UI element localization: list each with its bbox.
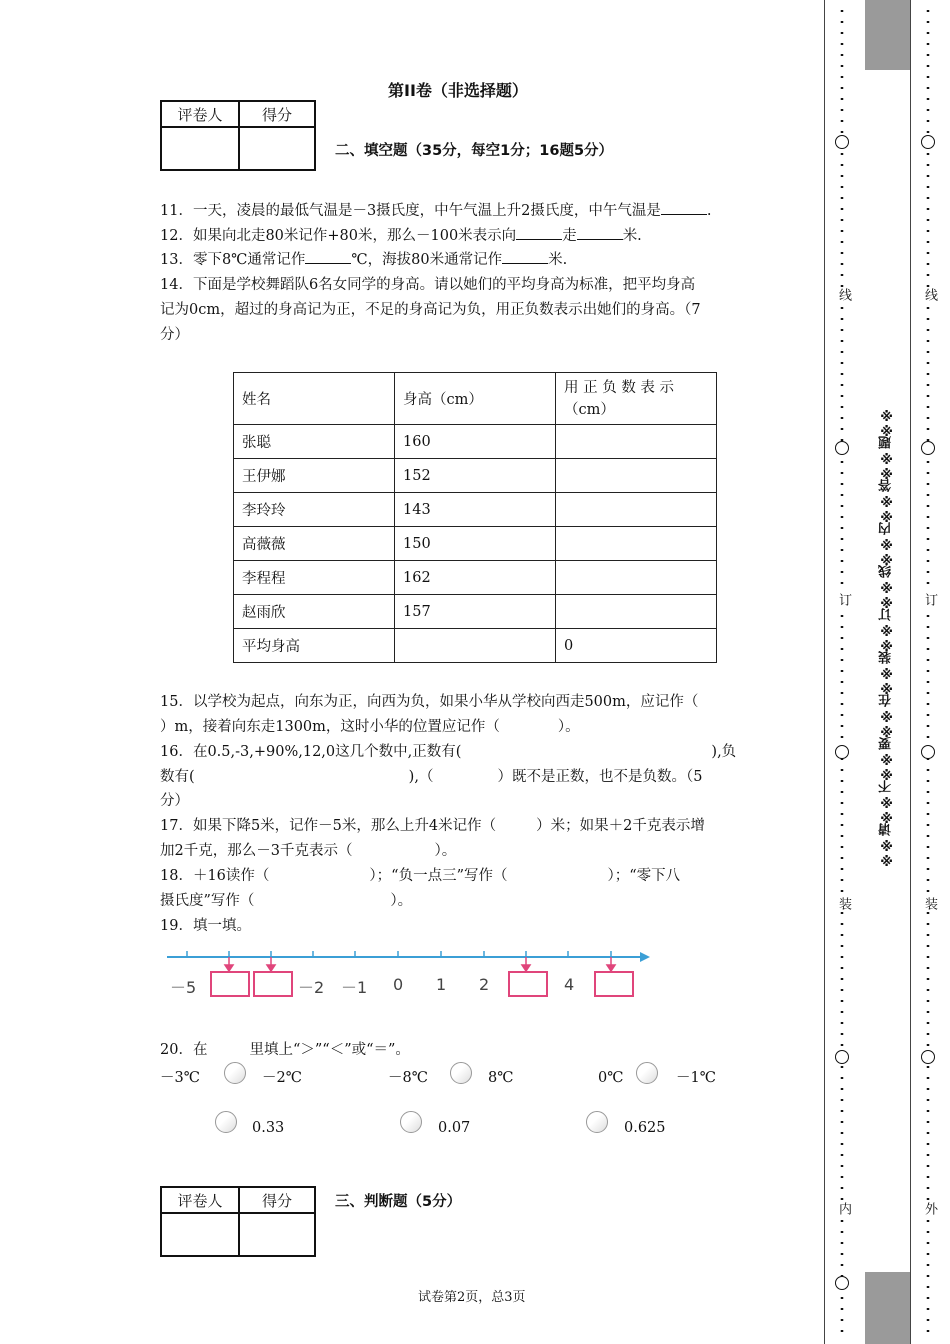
score-cell [239,127,315,170]
cell-name: 李程程 [234,561,395,595]
question-16-line2 [160,765,702,789]
tick-label: －5 [170,978,197,997]
q18-text: ）；“负一点三”写作（ [369,868,508,884]
compare-circle[interactable] [586,1111,608,1133]
compare-circle[interactable] [400,1111,422,1133]
q20-text: 20．在 [160,1042,208,1058]
cell-signed[interactable] [556,561,717,595]
cell-signed[interactable] [556,595,717,629]
cell-name: 赵雨欣 [234,595,395,629]
table-row [234,527,717,561]
question-16-line3: 分） [160,793,189,809]
question-18-line2 [160,889,412,913]
gray-block [865,1272,910,1344]
tick-label: 0 [393,975,404,994]
question-18-line1 [160,864,680,888]
q11-end: . [706,203,712,219]
binding-label-outside: 外 [922,1202,937,1215]
q17-text: ）米；如果＋2千克表示增 [536,818,705,834]
cell-signed[interactable] [556,527,717,561]
compare-right: －2℃ [262,1070,302,1086]
compare-right: 8℃ [488,1070,514,1086]
score-label: 得分 [239,101,315,127]
q16-text: ),（ [408,769,434,785]
cell-signed: 0 [556,629,717,663]
hole-circle [835,441,849,455]
question-17-line2 [160,839,456,863]
score-label: 得分 [239,1187,315,1213]
q16-text: 16．在0.5,-3,+90%,12,0这几个数中,正数有( [160,744,462,760]
q16-text: ),负 [711,744,737,760]
q17-text: ）。 [434,843,457,859]
tick-label: －1 [341,978,368,997]
cell-height: 157 [395,595,556,629]
dotted-column-inner [830,0,854,1344]
compare-right: 0.07 [438,1120,471,1136]
grader-cell [161,1213,239,1256]
cell-signed[interactable] [556,459,717,493]
page-footer: 试卷第2页，总3页 [418,1290,526,1305]
compare-right: 0.33 [252,1120,285,1136]
score-cell [239,1213,315,1256]
cell-height: 162 [395,561,556,595]
height-table [233,372,717,663]
tick-label: 1 [436,975,447,994]
binding-label-line: 线 [836,288,851,301]
hole-circle [835,135,849,149]
q13-text: 13．零下8℃通常记作 [160,252,306,268]
question-20 [160,1038,410,1062]
answer-blank[interactable] [305,249,351,264]
answer-box[interactable] [253,971,293,997]
header-signed [556,373,717,425]
cell-name: 王伊娜 [234,459,395,493]
cell-height: 152 [395,459,556,493]
answer-box[interactable] [508,971,548,997]
question-15-line1: 15．以学校为起点，向东为正，向西为负，如果小华从学校向西走500m，应记作（ [160,694,699,710]
hole-circle [921,745,935,759]
question-11 [160,199,712,223]
binding-label-inside: 内 [836,1202,851,1215]
q16-text: ）既不是正数，也不是负数。（5 [497,769,703,785]
question-12 [160,224,642,248]
hole-circle [835,745,849,759]
grader-cell [161,127,239,170]
compare-left: 0℃ [598,1070,624,1086]
cell-height: 143 [395,493,556,527]
section-title: 第II卷（非选择题） [388,81,528,100]
binding-line [824,0,825,1344]
compare-left: －3℃ [160,1070,200,1086]
q12-text: 走 [562,228,577,244]
table-row [234,561,717,595]
hole-circle [835,1050,849,1064]
table-row [234,493,717,527]
table-row [234,595,717,629]
q18-text: ）。 [390,893,413,909]
cell-name: 高薇薇 [234,527,395,561]
hole-circle [921,135,935,149]
tick-label: 2 [479,975,490,994]
q16-text: 数有( [160,769,195,785]
q18-text: 摄氏度”写作（ [160,893,255,909]
answer-box[interactable] [594,971,634,997]
score-table [160,100,316,171]
answer-blank[interactable] [577,225,623,240]
tick-label: －2 [298,978,325,997]
cell-signed[interactable] [556,425,717,459]
question-14-line1: 14．下面是学校舞蹈队6名女同学的身高。请以她们的平均身高为标准，把平均身高 [160,277,696,293]
answer-box[interactable] [210,971,250,997]
compare-circle[interactable] [450,1062,472,1084]
cell-height: 160 [395,425,556,459]
binding-label-order: 订 [836,593,851,606]
q12-text: 12．如果向北走80米记作+80米，那么－100米表示向 [160,228,517,244]
binding-warning: ※※请※※不※※要※※在※※装※※订※※线※※内※※答※※题※※ [879,406,894,866]
table-row [234,629,717,663]
question-19: 19．填一填。 [160,918,251,934]
q20-text: 里填上“＞”“＜”或“＝”。 [249,1042,410,1058]
q12-text: 米. [622,228,642,244]
compare-right: 0.625 [624,1120,666,1136]
tick-label: 4 [564,975,575,994]
score-table [160,1186,316,1257]
section-heading: 二、填空题（35分，每空1分；16题5分） [335,143,614,159]
question-14-line2: 记为0cm，超过的身高记为正，不足的身高记为负，用正负数表示出她们的身高。（7 [160,302,701,318]
question-13 [160,248,567,272]
compare-right: －1℃ [676,1070,716,1086]
binding-label-bind: 装 [922,897,937,910]
cell-name: 李玲玲 [234,493,395,527]
binding-label-bind: 装 [836,897,851,910]
dotted-column-outer [916,0,940,1344]
hole-circle [835,1276,849,1290]
answer-blank[interactable] [661,200,707,215]
hole-circle [921,441,935,455]
compare-circle[interactable] [224,1062,246,1084]
grader-label: 评卷人 [161,1187,239,1213]
header-height: 身高（cm） [395,373,556,425]
header-signed-line2: （cm） [564,401,615,418]
q11-text: 11．一天，凌晨的最低气温是－3摄氏度，中午气温上升2摄氏度，中午气温是 [160,203,661,219]
compare-circle[interactable] [215,1111,237,1133]
cell-name: 张聪 [234,425,395,459]
q13-text: ℃，海拔80米通常记作 [351,252,503,268]
question-17-line1 [160,814,705,838]
header-signed-line1: 用 正 负 数 表 示 [564,379,675,396]
question-16-line1 [160,740,736,764]
q18-text: ）；“零下八 [607,868,681,884]
answer-blank[interactable] [502,249,548,264]
binding-label-order: 订 [922,593,937,606]
cell-name: 平均身高 [234,629,395,663]
header-name: 姓名 [234,373,395,425]
q17-text: 17．如果下降5米，记作－5米，那么上升4米记作（ [160,818,497,834]
cell-height: 150 [395,527,556,561]
gray-block [865,0,910,70]
compare-left: －8℃ [388,1070,428,1086]
question-14-line3: 分） [160,327,189,343]
q18-text: 18．＋16读作（ [160,868,270,884]
table-row [234,425,717,459]
q17-text: 加2千克，那么－3千克表示（ [160,843,353,859]
hole-circle [921,1050,935,1064]
compare-circle[interactable] [636,1062,658,1084]
binding-label-line: 线 [922,288,937,301]
answer-blank[interactable] [516,225,562,240]
section-heading: 三、判断题（5分） [335,1194,462,1210]
question-15-line2: ）m，接着向东走1300m，这时小华的位置应记作（ ）。 [160,719,580,735]
cell-height[interactable] [395,629,556,663]
binding-line [910,0,911,1344]
q13-text: 米. [548,252,568,268]
table-row [234,459,717,493]
grader-label: 评卷人 [161,101,239,127]
cell-signed[interactable] [556,493,717,527]
